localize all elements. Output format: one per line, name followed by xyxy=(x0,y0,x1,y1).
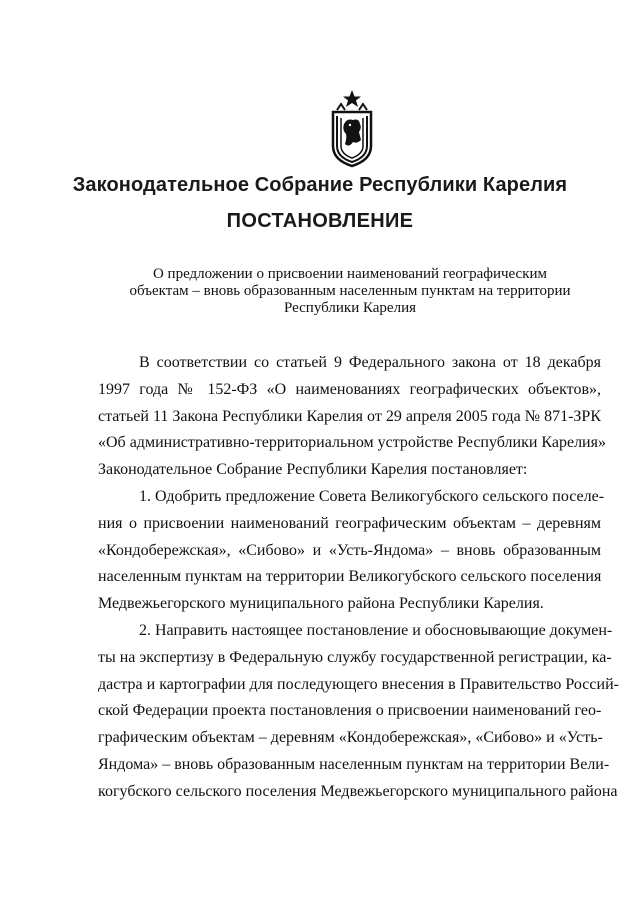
body-line: Законодательное Собрание Республики Карелия постановляет: xyxy=(98,461,528,479)
body-line: ской Федерации проекта постановления о присвоении наименований гео- xyxy=(98,702,602,720)
subject-line: О предложении о присвоении наименований географическим xyxy=(152,266,548,282)
body-line: графическим объектам – деревням «Кондобережская», «Сибово» и «Усть- xyxy=(98,729,603,747)
body-line: ния о присвоении наименований географическим объектам – деревням xyxy=(98,514,601,532)
body-line: В соответствии со статьей 9 Федерального закона от 18 декабря xyxy=(139,354,601,371)
body-line: дастра и картографии для последующего внесения в Правительство Россий- xyxy=(98,675,619,693)
document-subject xyxy=(110,266,590,317)
subject-line: Республики Карелия xyxy=(283,300,417,316)
document-body xyxy=(98,350,619,806)
organization-title: Законодательное Собрание Республики Карелия xyxy=(72,174,568,196)
body-line: ты на экспертизу в Федеральную службу государственной регистрации, ка- xyxy=(98,648,612,666)
body-line: 1. Одобрить предложение Совета Великогубского сельского поселе- xyxy=(139,487,605,505)
body-line: 2. Направить настоящее постановление и обосновывающие докумен- xyxy=(139,621,613,639)
subject-line: объектам – вновь образованным населенным пунктам на территории xyxy=(129,283,571,299)
body-line: Медвежьегорского муниципального района Республики Карелия. xyxy=(98,595,544,613)
body-line: статьей 11 Закона Республики Карелия от 29 апреля 2005 года № 871-ЗРК xyxy=(98,407,601,425)
body-line: 1997 года № 152-ФЗ «О наименованиях географических объектов», xyxy=(98,380,601,398)
body-line: «Об административно-территориальном устройстве Республики Карелия» xyxy=(98,434,606,452)
body-line: Яндома» – вновь образованным населенным пунктам на территории Вели- xyxy=(98,755,610,773)
body-line: «Кондобережская», «Сибово» и «Усть-Яндома» – вновь образованным xyxy=(98,541,601,559)
body-line: когубского сельского поселения Медвежьегорского муниципального района xyxy=(98,782,618,800)
body-line: населенным пунктам на территории Великогубского сельского поселения xyxy=(98,568,602,586)
document-type-title: ПОСТАНОВЛЕНИЕ xyxy=(226,210,414,232)
karelia-coat-of-arms-icon xyxy=(329,88,375,168)
